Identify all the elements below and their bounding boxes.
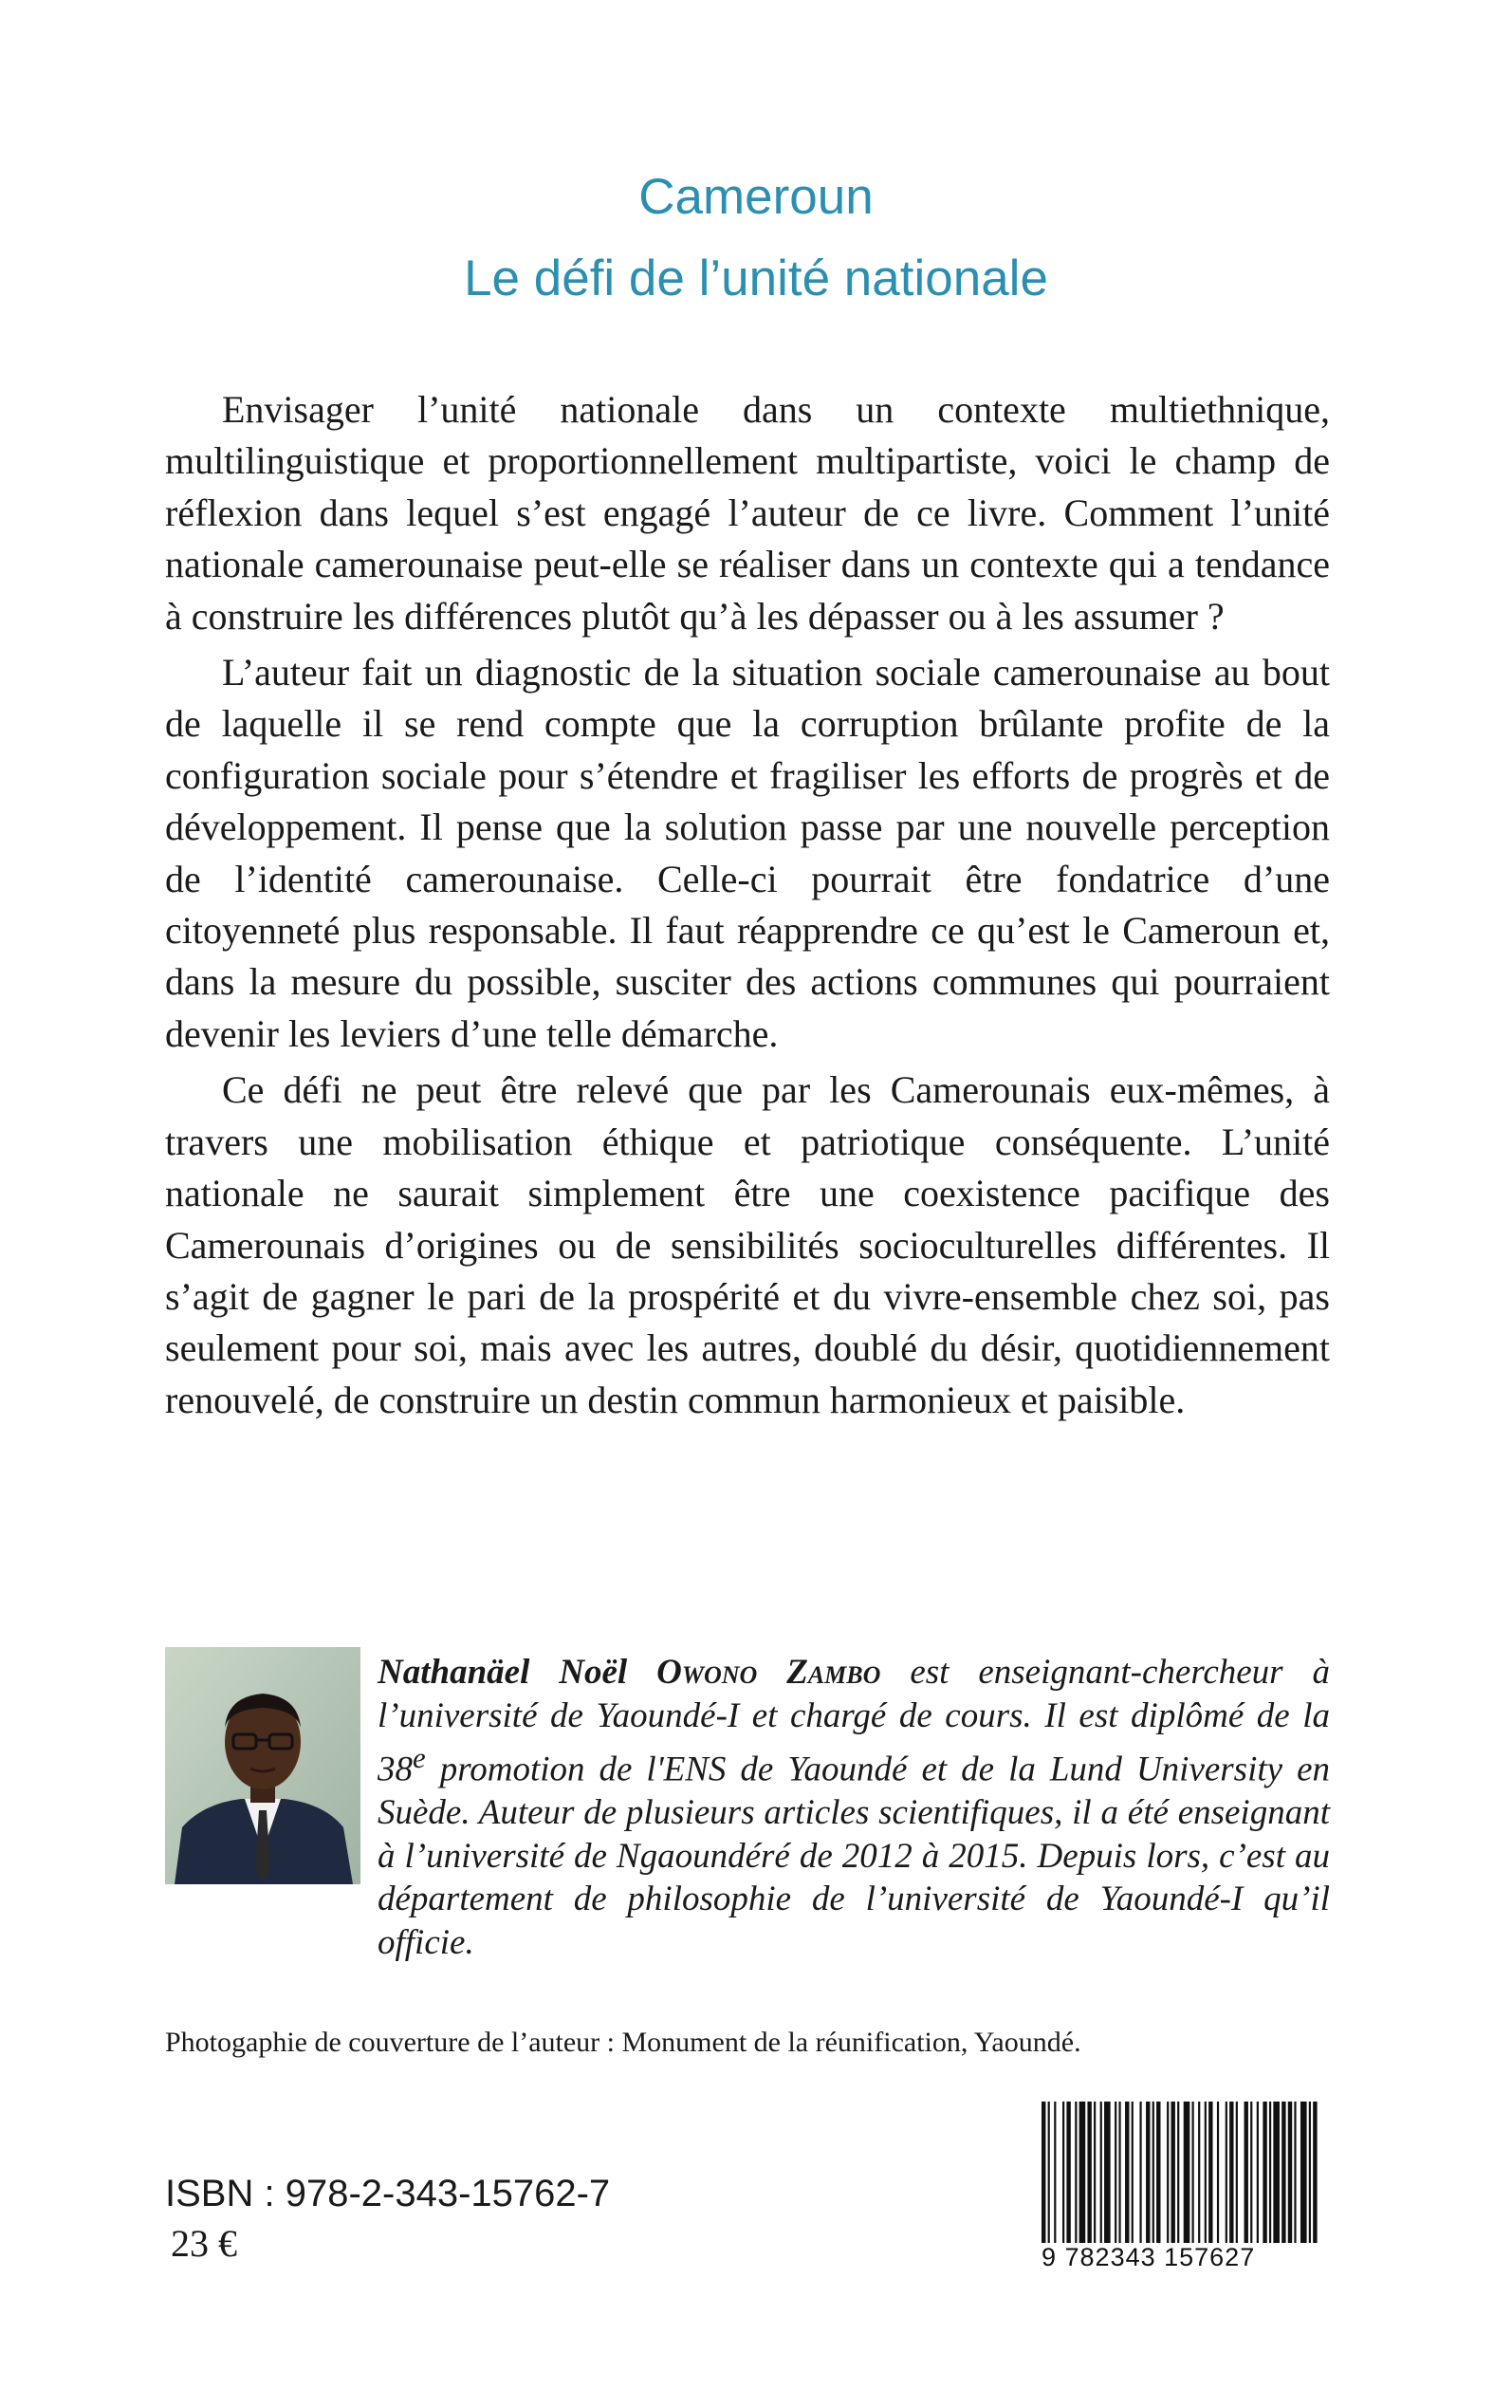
blurb-paragraph-3: Ce défi ne peut être relevé que par les Camerounais eux-mêmes, à travers une mobilisation éthique et patriotique conséquente. L’unité nationale ne saurait simplement être une coexistence pacifique des Camerounais d’origines ou de sensibilités socioculturelles différentes. Il s’agit de gagner le pari de la prospérité et du vivre-ensemble chez soi, pas seulement pour soi, mais avec les autres, doublé du désir, quotidiennement renouvelé, de construire un destin commun harmonieux et paisible.	[165, 1068, 1330, 1421]
isbn: ISBN : 978-2-343-15762-7	[165, 2173, 611, 2214]
author-bio-text-1: est enseignant-chercheur à l’université de Yaoundé-I et chargé de cours. Il est diplômé de la 38	[378, 1653, 1331, 1789]
title-line-1: Cameroun	[638, 169, 874, 225]
author-portrait-image	[165, 1647, 360, 1884]
author-first-names: Nathanäel Noël	[378, 1653, 628, 1692]
barcode-digits: 9 782343 157627	[1042, 2243, 1321, 2271]
title-line-2: Le défi de l’unité nationale	[464, 250, 1048, 306]
price: 23 €	[171, 2222, 237, 2265]
blurb	[165, 384, 1330, 1431]
author-bio-ordinal: e	[413, 1742, 426, 1775]
author-bio-text-2: promotion de l'ENS de Yaoundé et de la Lund University en Suède. Auteur de plusieurs articles scientifiques, il a été enseignant à l’université de Ngaoundéré de 2012 à 2015. Depuis lors, c’est au département de philosophie de l’université de Yaoundé-I qu’il officie.	[378, 1750, 1330, 1962]
author-bio	[378, 1651, 1330, 1964]
author-photo	[165, 1647, 360, 1884]
blurb-paragraph-1: Envisager l’unité nationale dans un contexte multiethnique, multilinguistique et proportionnellement multipartiste, voici le champ de réflexion dans lequel s’est engagé l’auteur de ce livre. Comment l’unité nationale camerounaise peut-elle se réaliser dans un contexte qui a tendance à construire les différences plutôt qu’à les dépasser ou à les assumer ?	[165, 388, 1330, 638]
blurb-paragraph-2: L’auteur fait un diagnostic de la situation sociale camerounaise au bout de laquelle il se rend compte que la corruption brûlante profite de la configuration sociale pour s’étendre et fragiliser les efforts de progrès et de développement. Il pense que la solution passe par une nouvelle perception de l’identité camerounaise. Celle-ci pourrait être fondatrice d’une citoyenneté plus responsable. Il faut réapprendre ce qu’est le Cameroun et, dans la mesure du possible, susciter des actions communes qui pourraient devenir les leviers d’une telle démarche.	[165, 651, 1330, 1055]
book-title	[0, 157, 1512, 320]
author-surname: Owono Zambo	[656, 1653, 881, 1692]
photo-credit: Photogaphie de couverture de l’auteur : Monument de la réunification, Yaoundé.	[165, 2027, 1081, 2058]
